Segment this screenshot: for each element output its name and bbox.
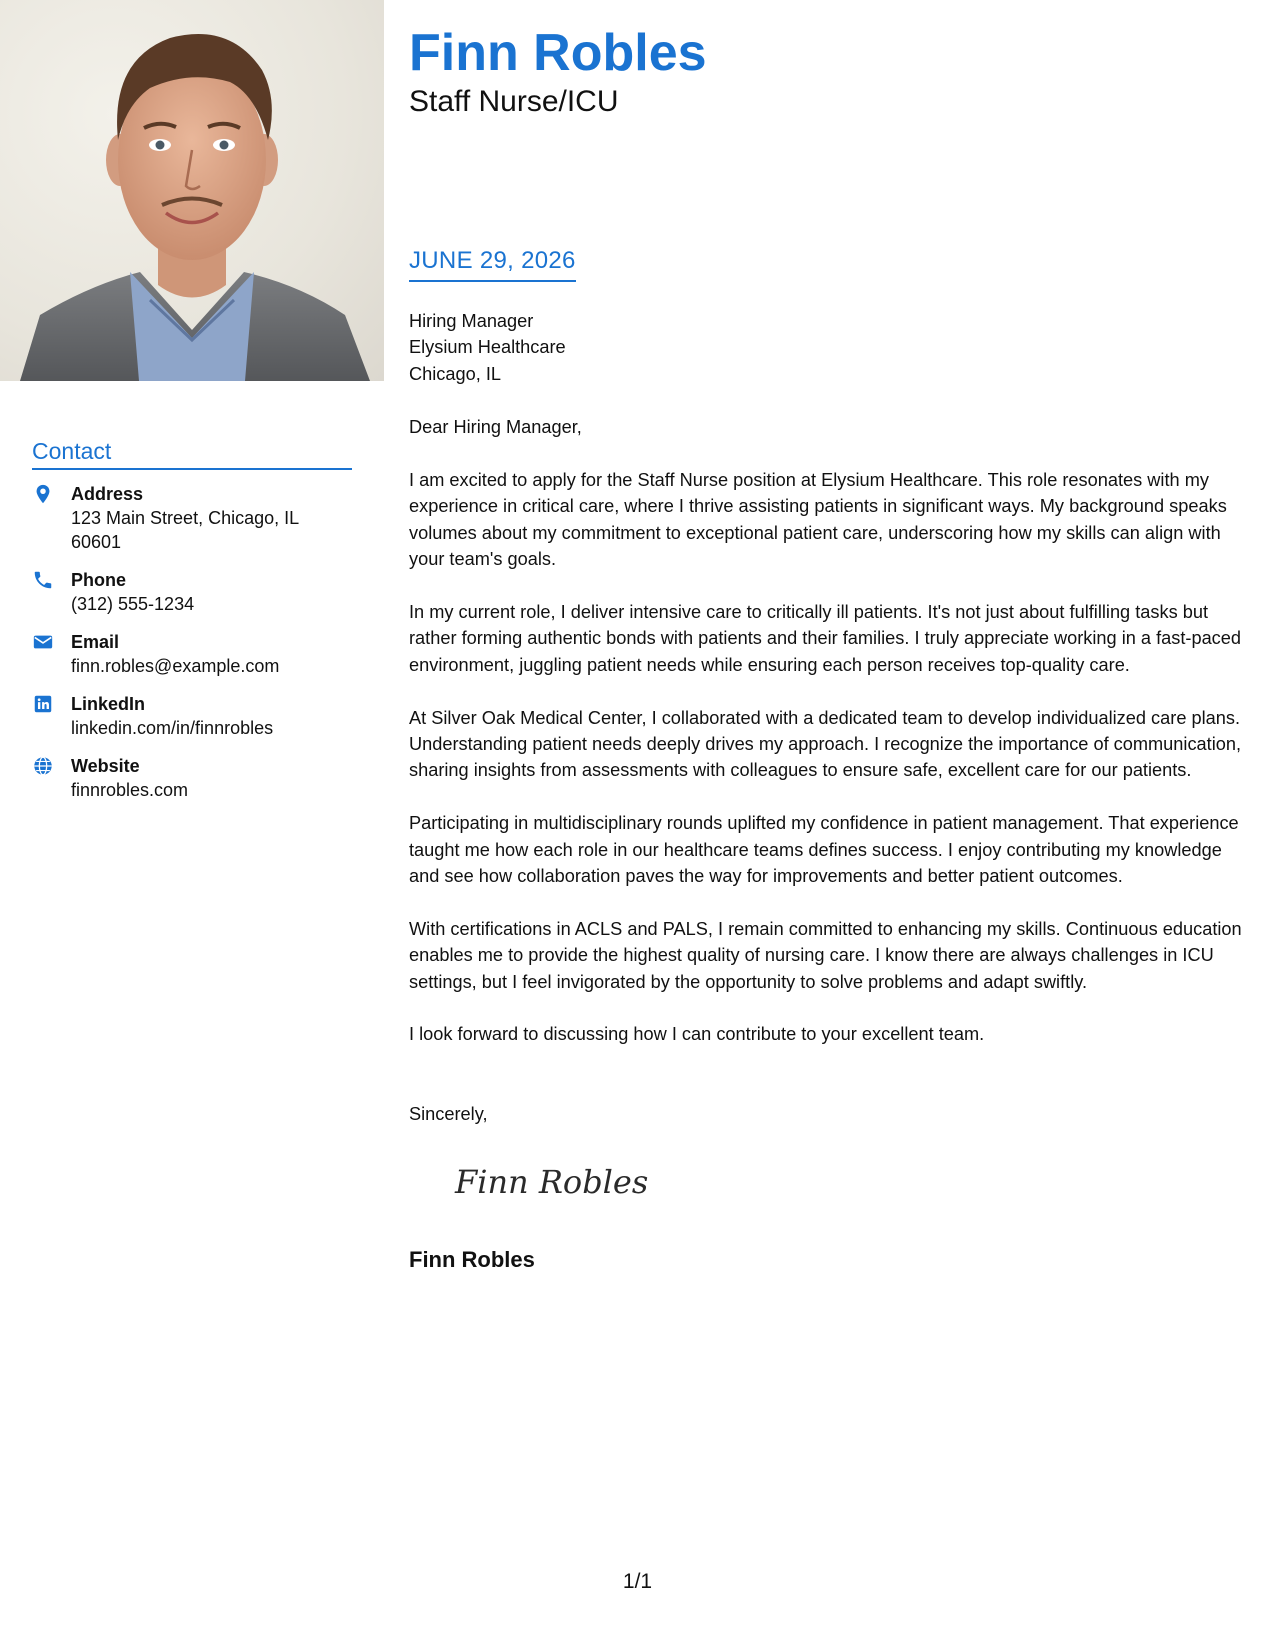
body-paragraph: I look forward to discussing how I can contribute to your excellent team. [409, 1024, 985, 1045]
contact-phone [32, 568, 352, 616]
body-paragraph: Participating in multidisciplinary rounds uplifted my confidence in patient management. That experience taught me how each role in our healthcare teams defines success. I enjoy contributing my knowledge and see how collaboration paves the way for improvements and better patient outcomes. [409, 813, 1239, 887]
phone-icon [32, 569, 54, 591]
applicant-role: Staff Nurse/ICU [409, 85, 619, 118]
globe-icon [32, 755, 54, 777]
contact-email-label: Email [71, 632, 120, 652]
letter-date-block [409, 247, 576, 282]
letter-header [409, 22, 1249, 120]
location-pin-icon [32, 483, 54, 505]
applicant-name: Finn Robles [409, 24, 707, 82]
body-paragraph: At Silver Oak Medical Center, I collaborated with a dedicated team to develop individualized care plans. Understanding patient needs deeply drives my approach. I recognize the importance of communication, sharing insights from assessments with colleagues to ensure safe, excellent care for our patients. [409, 707, 1242, 781]
letter-date: JUNE 29, 2026 [409, 247, 576, 282]
contact-heading: Contact [32, 438, 352, 470]
contact-phone-label: Phone [71, 570, 127, 590]
signer-name: Finn Robles [409, 1246, 535, 1272]
contact-section [32, 438, 352, 816]
portrait-illustration [0, 0, 384, 381]
contact-website-label: Website [71, 756, 140, 776]
body-paragraph: I am excited to apply for the Staff Nurse position at Elysium Healthcare. This role resonates with my experience in critical care, where I thrive assisting patients in significant ways. My background speaks volumes about my commitment to exceptional patient care, underscoring how my skills can align with your team's goals. [409, 470, 1227, 570]
letter-body [409, 308, 1247, 1273]
contact-website-value: finnrobles.com [71, 780, 189, 800]
contact-linkedin-label: LinkedIn [71, 694, 146, 714]
contact-linkedin [32, 692, 352, 740]
recipient-line: Hiring Manager [409, 311, 534, 331]
page-number: 1/1 [622, 1570, 653, 1593]
body-paragraph: In my current role, I deliver intensive care to critically ill patients. It's not just about fulfilling tasks but rather forming authentic bonds with patients and their families. I truly appreciate working in a fast-paced environment, juggling patient needs while ensuring each person receives top-quality care. [409, 602, 1242, 675]
contact-email [32, 630, 352, 678]
profile-photo [0, 0, 384, 381]
contact-address-value: 123 Main Street, Chicago, IL 60601 [71, 508, 299, 552]
closing: Sincerely, [409, 1103, 488, 1124]
linkedin-icon [32, 693, 54, 715]
contact-address [32, 482, 352, 554]
salutation: Dear Hiring Manager, [409, 417, 582, 438]
recipient-block [409, 308, 1247, 387]
contact-website [32, 754, 352, 802]
envelope-icon [32, 631, 54, 653]
signature-text: Finn Robles [455, 1163, 649, 1202]
contact-email-value: finn.robles@example.com [71, 656, 280, 676]
recipient-line: Chicago, IL [409, 363, 502, 384]
body-paragraph: With certifications in ACLS and PALS, I remain committed to enhancing my skills. Continuous education enables me to provide the highest quality of nursing care. I know there are always challenges in ICU settings, but I feel invigorated by the opportunity to solve problems and adapt swiftly. [409, 918, 1242, 992]
recipient-line: Elysium Healthcare [409, 337, 566, 358]
contact-linkedin-value: linkedin.com/in/finnrobles [71, 718, 274, 738]
contact-address-label: Address [71, 484, 144, 504]
handwritten-signature [451, 1157, 651, 1209]
contact-phone-value: (312) 555-1234 [71, 594, 195, 614]
